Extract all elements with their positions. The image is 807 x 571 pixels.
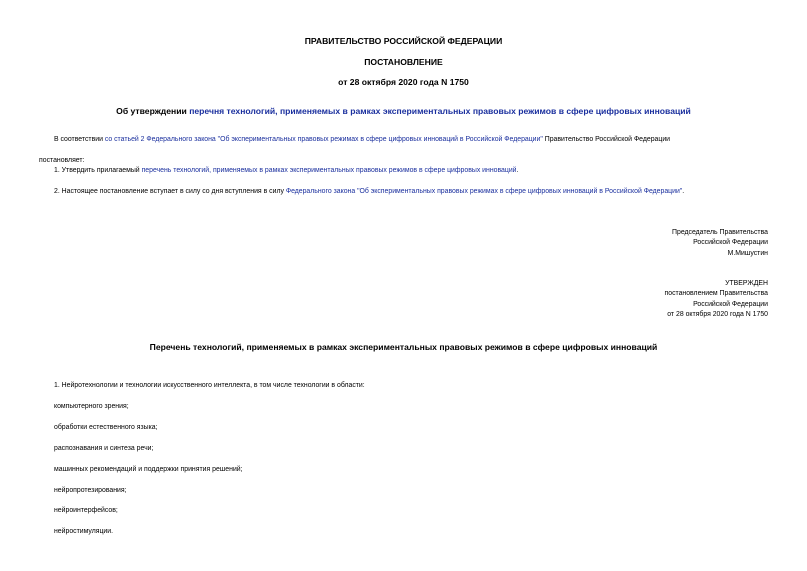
signature-name: М.Мишустин bbox=[727, 250, 768, 257]
title-prefix: Об утверждении bbox=[116, 106, 190, 116]
list-item: компьютерного зрения; bbox=[54, 403, 129, 410]
preamble bbox=[54, 136, 670, 144]
decides-text: постановляет: bbox=[39, 157, 85, 164]
approved-org: Российской Федерации bbox=[693, 301, 768, 308]
approved-by: постановлением Правительства bbox=[664, 290, 768, 297]
list-item: нейропротезирования; bbox=[54, 487, 127, 494]
item-2-text: 2. Настоящее постановление вступает в силу со дня вступления в силу bbox=[54, 188, 286, 195]
document-type: ПОСТАНОВЛЕНИЕ bbox=[364, 57, 443, 67]
item-2-end: . bbox=[682, 188, 685, 195]
approved-label: УТВЕРЖДЕН bbox=[725, 280, 768, 287]
approved-date: от 28 октября 2020 года N 1750 bbox=[667, 311, 768, 318]
item-2-law-link[interactable]: Федерального закона "Об экспериментальных правовых режимах в сфере цифровых инноваций в Российской Федерации" bbox=[285, 188, 683, 195]
list-item: машинных рекомендаций и поддержки принятия решений; bbox=[54, 466, 243, 473]
document-title bbox=[0, 106, 807, 116]
list-item: нейроинтерфейсов; bbox=[54, 507, 118, 514]
item-1-text: 1. Утвердить прилагаемый bbox=[54, 167, 142, 174]
list-item: обработки естественного языка; bbox=[54, 424, 158, 431]
preamble-text: В соответствии bbox=[54, 136, 105, 143]
item-1-list-link[interactable]: перечень технологий, применяемых в рамках экспериментальных правовых режимов в сфере цифровых инноваций bbox=[141, 167, 517, 174]
date-number: от 28 октября 2020 года N 1750 bbox=[338, 77, 469, 87]
signature-org: Российской Федерации bbox=[693, 239, 768, 246]
item-2 bbox=[54, 188, 684, 196]
list-item: распознавания и синтеза речи; bbox=[54, 445, 154, 452]
government-heading: ПРАВИТЕЛЬСТВО РОССИЙСКОЙ ФЕДЕРАЦИИ bbox=[304, 36, 503, 46]
preamble-law-link[interactable]: со статьей 2 Федерального закона "Об экспериментальных правовых режимах в сфере цифровых инноваций в Российской Федерации" bbox=[104, 136, 543, 143]
item-1-end: . bbox=[516, 167, 519, 174]
signature-position: Председатель Правительства bbox=[672, 229, 768, 236]
list-item: нейростимуляции. bbox=[54, 528, 114, 535]
title-link[interactable]: перечня технологий, применяемых в рамках экспериментальных правовых режимов в сфере цифровых инноваций bbox=[189, 106, 691, 116]
list-heading: Перечень технологий, применяемых в рамках экспериментальных правовых режимов в сфере цифровых инноваций bbox=[149, 342, 658, 352]
item-1 bbox=[54, 167, 518, 175]
list-section-1: 1. Нейротехнологии и технологии искусственного интеллекта, в том числе технологии в области: bbox=[54, 382, 365, 389]
preamble-government: Правительство Российской Федерации bbox=[542, 136, 671, 143]
